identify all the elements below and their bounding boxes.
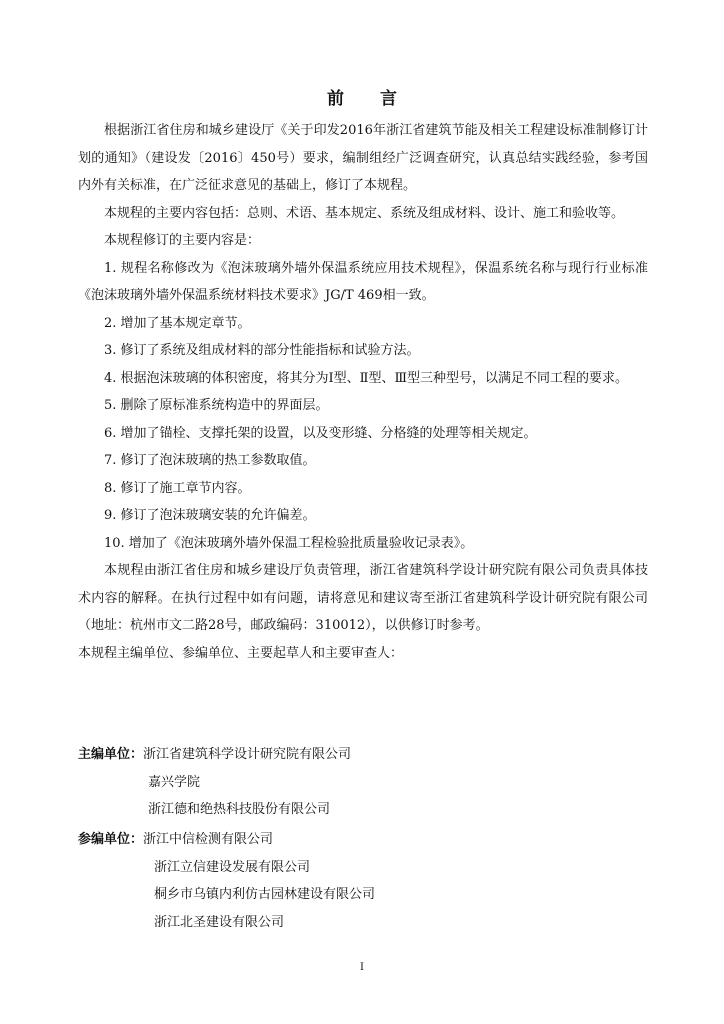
unit-name: 嘉兴学院 — [148, 774, 201, 790]
list-item: 7. 修订了泡沫玻璃的热工参数取值。 — [104, 453, 316, 468]
page-number: I — [360, 962, 364, 973]
participating-units-label: 参编单位： — [78, 832, 144, 847]
staff-intro: 本规程主编单位、参编单位、主要起草人和主要审查人： — [78, 645, 404, 661]
list-item: 5. 删除了原标准系统构造中的界面层。 — [104, 398, 329, 413]
paragraph: 本规程的主要内容包括：总则、术语、基本规定、系统及组成材料、设计、施工和验收等。 — [104, 205, 625, 221]
list-item: 2. 增加了基本规定章节。 — [104, 315, 251, 331]
list-item: 9. 修订了泡沫玻璃安装的允许偏差。 — [104, 508, 316, 523]
unit-name: 浙江北圣建设有限公司 — [154, 914, 285, 930]
unit-name: 浙江省建筑科学设计研究院有限公司 — [143, 747, 352, 762]
chief-units-section — [78, 741, 648, 824]
list-item: 8. 修订了施工章节内容。 — [104, 480, 251, 496]
list-item: 4. 根据泡沫玻璃的体积密度，将其分为Ⅰ型、Ⅱ型、Ⅲ型三种型号，以满足不同工程的要求。 — [104, 370, 629, 386]
title-char-1: 前 — [327, 89, 344, 109]
list-item: 10. 增加了《泡沫玻璃外墙外保温工程检验批质量验收记录表》。 — [104, 535, 474, 551]
paragraph: 根据浙江省住房和城乡建设厅《关于印发2016年浙江省建筑节能及相关工程建设标准制修订计划的通知》（建设发〔2016〕450号）要求，编制组经广泛调查研究，认真总结实践经验，参考国内外有关标准，在广泛征求意见的基础上，修订了本规程。 — [78, 123, 648, 193]
unit-name: 桐乡市乌镇内利仿古园林建设有限公司 — [154, 887, 376, 902]
preface-body — [78, 117, 648, 667]
list-item: 6. 增加了锚栓、支撑托架的设置，以及变形缝、分格缝的处理等相关规定。 — [104, 425, 537, 441]
list-item: 3. 修订了系统及组成材料的部分性能指标和试验方法。 — [104, 343, 420, 358]
chief-units-label: 主编单位： — [78, 747, 144, 762]
list-item: 1. 规程名称修改为《泡沫玻璃外墙外保温系统应用技术规程》，保温系统名称与现行行业标准《泡沫玻璃外墙外保温系统材料技术要求》JG/T 469相一致。 — [78, 260, 648, 303]
title-char-2: 言 — [380, 89, 397, 109]
paragraph: 本规程由浙江省住房和城乡建设厅负责管理，浙江省建筑科学设计研究院有限公司负责具体技术内容的解释。在执行过程中如有问题，请将意见和建议寄至浙江省建筑科学设计研究院有限公司（地址：杭州市文二路28号，邮政编码：310012），以供修订时参考。 — [78, 563, 648, 633]
participating-units-section — [78, 826, 648, 936]
unit-name: 浙江德和绝热科技股份有限公司 — [148, 802, 331, 817]
unit-name: 浙江立信建设发展有限公司 — [154, 859, 311, 875]
paragraph: 本规程修订的主要内容是： — [104, 233, 261, 248]
page-title — [0, 84, 724, 109]
unit-name: 浙江中信检测有限公司 — [143, 832, 274, 847]
